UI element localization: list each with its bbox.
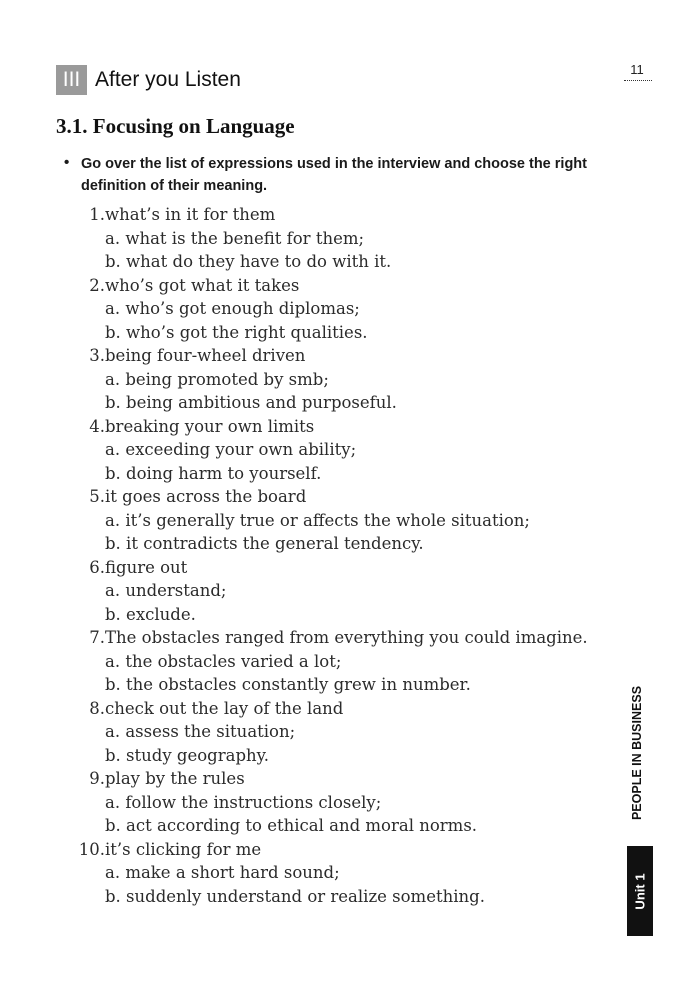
option-b: b. study geography. [105, 745, 270, 765]
item-number: 2. [89, 275, 105, 295]
option-a: a. being promoted by smb; [105, 369, 329, 389]
option-a: a. the obstacles varied a lot; [105, 651, 342, 671]
option-b: b. suddenly understand or realize something. [105, 886, 485, 906]
section-header [56, 65, 241, 95]
option-a: a. exceeding your own ability; [105, 440, 357, 459]
item-number: 7. [89, 628, 105, 647]
exercise-item [72, 203, 612, 274]
item-number: 8. [89, 698, 105, 718]
item-question: 3.being four-wheel driven [72, 344, 612, 368]
bullet-icon: • [64, 154, 70, 171]
instruction-text: Go over the list of expressions used in the interview and choose the right definition of their meaning. [81, 156, 587, 194]
side-label [622, 680, 652, 825]
exercise-item [72, 697, 612, 768]
item-question: 9.play by the rules [72, 767, 612, 791]
item-question: 4.breaking your own limits [72, 415, 612, 439]
option-b: b. it contradicts the general tendency. [105, 534, 424, 553]
item-question: 2.who’s got what it takes [72, 274, 612, 298]
option-a: a. who’s got enough diplomas; [105, 299, 360, 318]
item-number: 6. [89, 557, 105, 577]
side-label-text: PEOPLE IN BUSINESS [630, 685, 644, 820]
option-b: b. what do they have to do with it. [105, 252, 392, 271]
exercise-item [72, 626, 612, 697]
option-b: b. being ambitious and purposeful. [105, 393, 397, 412]
item-question: 7.The obstacles ranged from everything you could imagine. [72, 626, 612, 650]
item-question: 6.figure out [72, 556, 612, 580]
item-question: 5.it goes across the board [72, 485, 612, 509]
item-question: 1.what’s in it for them [72, 203, 612, 227]
exercise-item [72, 344, 612, 415]
option-a: a. what is the benefit for them; [105, 228, 365, 248]
item-question: 10.it’s clicking for me [72, 838, 612, 862]
exercise-item [72, 485, 612, 556]
option-b: b. who’s got the right qualities. [105, 322, 368, 342]
exercise-item [72, 838, 612, 909]
option-b: b. exclude. [105, 604, 196, 624]
option-a: a. it’s generally true or affects the whole situation; [105, 510, 530, 530]
instruction [64, 153, 624, 197]
item-number: 3. [89, 346, 105, 365]
item-number: 1. [89, 205, 105, 224]
exercise-item [72, 274, 612, 345]
page-number-rule [624, 80, 652, 81]
option-a: a. make a short hard sound; [105, 863, 340, 882]
item-question: 8.check out the lay of the land [72, 697, 612, 721]
section-roman-numeral: III [56, 65, 87, 95]
item-number: 9. [89, 769, 105, 788]
item-number: 10. [78, 839, 105, 859]
option-b: b. act according to ethical and moral norms. [105, 816, 478, 835]
unit-tab-text: Unit 1 [632, 872, 648, 910]
exercise-item [72, 556, 612, 627]
option-b: b. doing harm to yourself. [105, 463, 322, 483]
item-number: 5. [89, 487, 105, 506]
subsection-title: 3.1. Focusing on Language [56, 114, 295, 138]
option-a: a. assess the situation; [105, 722, 296, 741]
section-title: After you Listen [95, 68, 241, 91]
option-a: a. follow the instructions closely; [105, 792, 382, 812]
item-number: 4. [89, 416, 105, 436]
exercise-item [72, 415, 612, 486]
page-number: 11 [630, 62, 644, 77]
unit-tab [627, 846, 653, 936]
option-b: b. the obstacles constantly grew in number. [105, 675, 471, 694]
exercise-list [72, 203, 612, 908]
exercise-item [72, 767, 612, 838]
option-a: a. understand; [105, 581, 227, 600]
